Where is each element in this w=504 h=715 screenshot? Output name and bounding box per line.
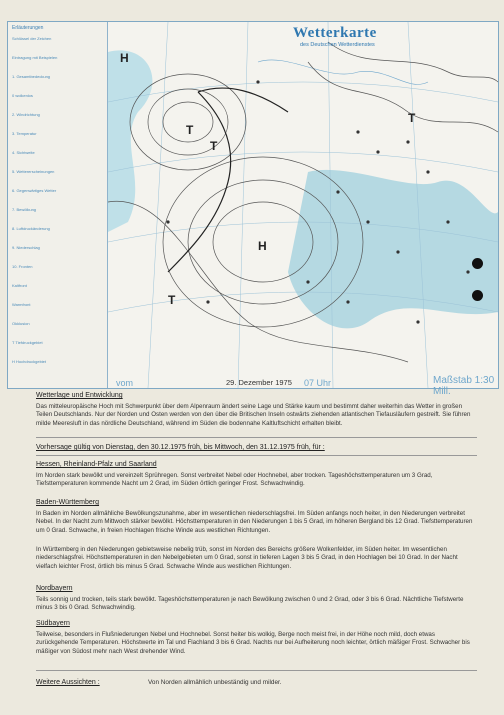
map-title: Wetterkarte — [293, 25, 377, 41]
region-heading-suedbayern: Südbayern — [36, 620, 70, 627]
legend-line: Kaltfront — [12, 283, 27, 288]
bw-text-wuerttemberg: In Württemberg in den Niederungen gebietsweise nebelig trüb, sonst im Norden des Bereichs größere Wolkenfelder, im Süden heiter. Im wesentlichen niederschlagsfrei. Höchsttemperaturen in den Nebelgebieten um 0 Grad, sonst in tieferen Lagen 3 bis 5 Grad, in den Hochlagen bei 10 Grad. In der Nacht vielfach leichter Frost, örtlich bis minus 5 Grad. Schwache Winde aus westlichen Richtungen. — [36, 546, 458, 570]
svg-text:H: H — [120, 51, 129, 65]
legend-line: 7. Bewölkung — [12, 207, 37, 212]
svg-text:T: T — [210, 139, 218, 153]
forecast-validity: Vorhersage gültig von Dienstag, den 30.12.1975 früh, bis Mittwoch, den 31.12.1975 früh, für : — [36, 444, 325, 451]
map-subtitle: des Deutschen Wetterdienstes — [300, 42, 375, 48]
bw-text-baden: In Baden im Norden allmähliche Bewölkungszunahme, aber im wesentlichen niederschlagsfrei. Im Süden anfangs noch heiter, in den Niederungen verbreitet Nebel. In der Nacht zum Mittwoch stärker bewölkt. Höchsttemperaturen in den Niederungen 1 bis 5 Grad, im höheren Bergland bis 12 Grad. Tiefsttemperaturen um 0 Grad. Schwache, in freien Hochlagen frische Winde aus westlichen Richtungen. — [36, 510, 473, 534]
punch-hole — [472, 258, 483, 269]
legend-line: 1. Gesamtbedeckung — [12, 74, 51, 79]
svg-text:T: T — [168, 293, 176, 307]
legend-line: Warmfront — [12, 302, 31, 307]
divider — [36, 455, 477, 456]
punch-hole — [472, 290, 483, 301]
divider — [36, 670, 477, 671]
legend-line: 3. Temperatur — [12, 131, 37, 136]
outlook-heading: Weitere Aussichten : — [36, 679, 100, 686]
legend-line: 10. Fronten — [12, 264, 33, 269]
mediterranean-shade — [288, 170, 498, 328]
legend-line: 0 wolkenlos — [12, 93, 33, 98]
legend-line: Okklusion — [12, 321, 30, 326]
hessen-text: Im Norden stark bewölkt und vereinzelt Sprühregen. Sonst verbreitet Nebel oder Hochnebel, aber trocken. Tageshöchsttemperaturen um 3 Grad, Tiefsttemperaturen kommende Nacht um 2 Grad, im Süden örtlich geringer Frost. Schwachwindig. — [36, 472, 433, 488]
region-heading-nordbayern: Nordbayern — [36, 585, 73, 592]
svg-text:T: T — [408, 111, 416, 125]
cold-front — [168, 92, 231, 272]
suedbayern-text: Teilweise, besonders in Flußniederungen Nebel und Hochnebel. Sonst heiter bis wolkig, Berge noch meist frei, in der Höhe noch mild, doch etwas zurückgehende Temperaturen. Höchstwerte im Tal und Flachland 3 bis 6 Grad. Nachts nur bei Aufheiterung noch leichter, örtlich mäßiger Frost. Schwacher bis mäßiger von Südost mehr nach West drehender Wind. — [36, 631, 470, 655]
legend-line: H Hochdruckgebiet — [12, 359, 47, 364]
legend-line: Schlüssel der Zeichen — [12, 36, 52, 41]
map-date: 29. Dezember 1975 — [226, 378, 292, 387]
isobar-map — [108, 22, 498, 388]
low-center-symbol: T — [186, 123, 194, 137]
legend-panel — [8, 22, 108, 388]
legend-line: T Tiefdruckgebiet — [12, 340, 43, 345]
legend-line: Eintragung mit Beispielen — [12, 55, 58, 60]
vom-label: vom — [116, 378, 134, 388]
wetterlage-text: Das mitteleuropäische Hoch mit Schwerpunkt über dem Alpenraum ändert seine Lage und Stärke kaum und bestimmt daher weiterhin das Wetter in großen Teilen Deutschlands. Nur der Norden und Osten werden von den über die Britischen Inseln ostwärts ziehenden atlantischen Tiefausläufern gestreift. Sie führen milde Meeresluft in das nördliche Deutschland, während im Süden die bodennahe Kaltluftschicht erhalten bleibt. — [36, 403, 471, 427]
region-heading-bw: Baden-Württemberg — [36, 499, 100, 506]
map-scale: Maßstab 1:30 Mill. — [433, 375, 495, 397]
atlantic-shade — [108, 50, 152, 232]
high-center-symbol: H — [258, 239, 267, 253]
nordbayern-text: Teils sonnig und trocken, teils stark bewölkt. Tageshöchsttemperaturen je nach Bewölkung zwischen 0 und 2 Grad, oder 3 bis 6 Grad. Nächtliche Tiefstwerte minus 3 bis 0 Grad. Schwachwindig. — [36, 596, 464, 612]
legend-line: 5. Wettererscheinungen — [12, 169, 55, 174]
section-heading-wetterlage: Wetterlage und Entwicklung — [36, 392, 123, 399]
legend-title: Erläuterungen — [12, 25, 44, 31]
legend-line: 2. Windrichtung — [12, 112, 40, 117]
legend-line: 4. Sichtweite — [12, 150, 35, 155]
legend-line: 8. Luftdruckänderung — [12, 226, 50, 231]
map-area — [108, 22, 498, 397]
region-heading-hessen: Hessen, Rheinland-Pfalz und Saarland — [36, 461, 157, 468]
divider — [36, 437, 477, 438]
legend-line: 9. Niederschlag — [12, 245, 40, 250]
map-time: 07 Uhr — [304, 378, 332, 388]
legend-line: 6. Gegenwärtiges Wetter — [12, 188, 57, 193]
outlook-text: Von Norden allmählich unbeständig und milder. — [148, 679, 282, 686]
